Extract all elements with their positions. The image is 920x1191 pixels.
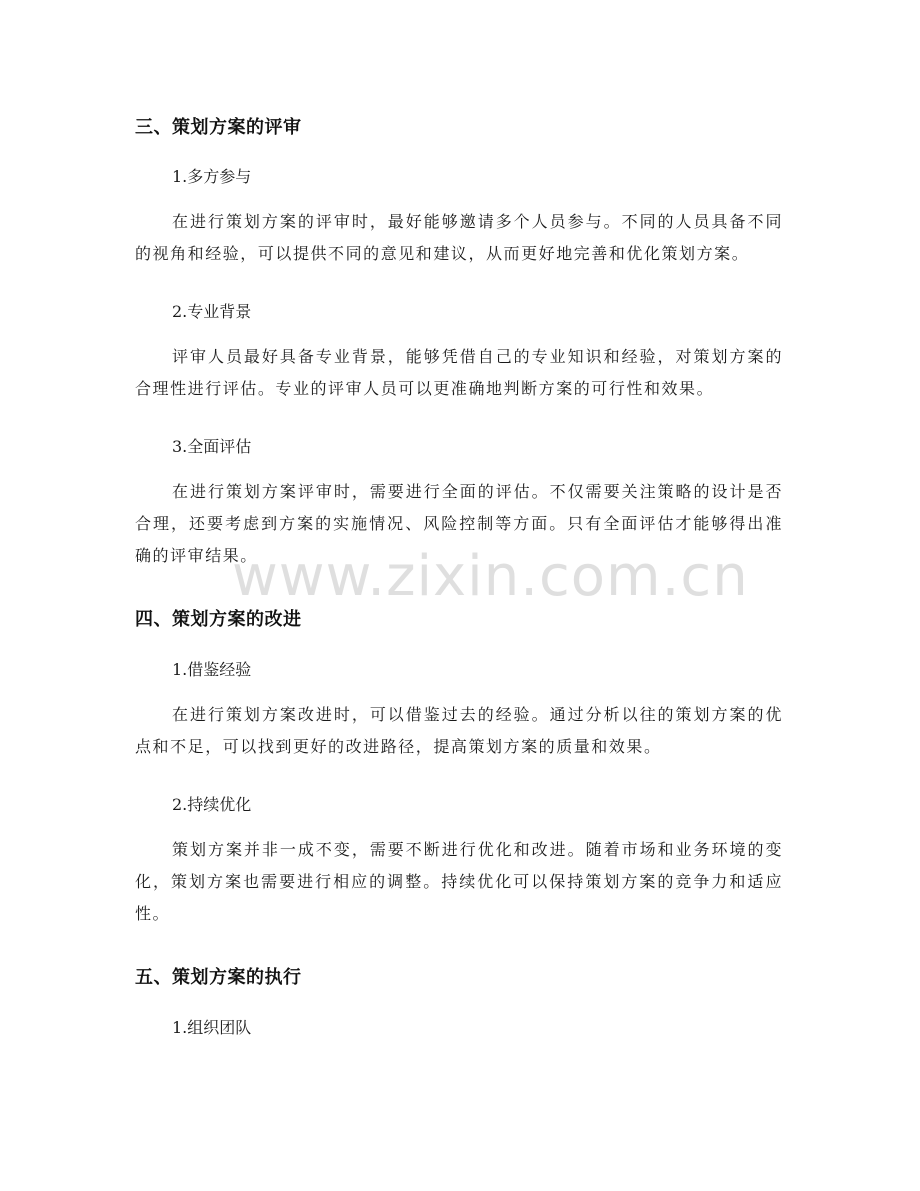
- paragraph-comprehensive-evaluation: 在进行策划方案评审时，需要进行全面的评估。不仅需要关注策略的设计是否合理，还要考虑到方案的实施情况、风险控制等方面。只有全面评估才能够得出准确的评审结果。: [135, 482, 783, 565]
- section-heading-review: 三、策划方案的评审: [135, 117, 302, 138]
- section-heading-improvement: 四、策划方案的改进: [135, 609, 302, 630]
- subheading-learn-from-experience: 1.借鉴经验: [172, 660, 252, 679]
- subheading-comprehensive-evaluation: 3.全面评估: [172, 437, 252, 456]
- watermark: www.zixin.com.cn: [232, 544, 749, 609]
- paragraph-multi-party: 在进行策划方案的评审时，最好能够邀请多个人员参与。不同的人员具备不同的视角和经验，可以提供不同的意见和建议，从而更好地完善和优化策划方案。: [135, 212, 783, 263]
- subheading-continuous-optimization: 2.持续优化: [172, 795, 252, 814]
- paragraph-learn-from-experience: 在进行策划方案改进时，可以借鉴过去的经验。通过分析以往的策划方案的优点和不足，可以找到更好的改进路径，提高策划方案的质量和效果。: [135, 705, 783, 756]
- section-heading-execution: 五、策划方案的执行: [135, 967, 302, 988]
- paragraph-continuous-optimization: 策划方案并非一成不变，需要不断进行优化和改进。随着市场和业务环境的变化，策划方案也需要进行相应的调整。持续优化可以保持策划方案的竞争力和适应性。: [135, 840, 783, 923]
- paragraph-professional-background: 评审人员最好具备专业背景，能够凭借自己的专业知识和经验，对策划方案的合理性进行评估。专业的评审人员可以更准确地判断方案的可行性和效果。: [135, 347, 783, 398]
- subheading-professional-background: 2.专业背景: [172, 302, 252, 321]
- subheading-organize-team: 1.组织团队: [172, 1018, 252, 1037]
- subheading-multi-party: 1.多方参与: [172, 167, 252, 186]
